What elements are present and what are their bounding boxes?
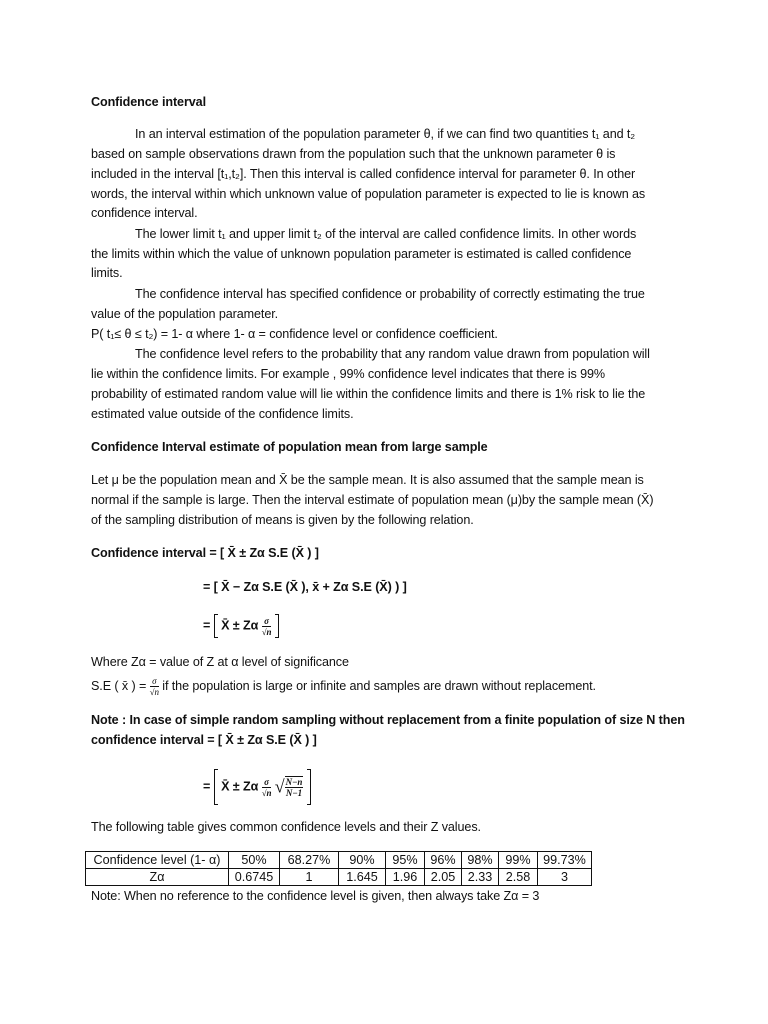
- se-frac-numerator: σ: [150, 676, 159, 687]
- note-1-line-2: confidence interval = [ X̄ ± Zα S.E (X̄ ) ]: [91, 733, 317, 747]
- paragraph-4-line-1: The confidence level refers to the probability that any random value drawn from population will: [135, 347, 650, 361]
- paragraph-2-line-1: The lower limit t₁ and upper limit t₂ of the interval are called confidence limits. In other words: [135, 227, 637, 241]
- paragraph-3-line-2: value of the population parameter.: [91, 307, 279, 321]
- ci-label: Confidence interval = [: [91, 546, 225, 560]
- fpc-sigma-fraction: [262, 777, 272, 798]
- paragraph-2-line-3: limits.: [91, 266, 123, 280]
- ci-eq3-prefix: =: [203, 618, 211, 633]
- fpc-body: X̄ ± Zα: [221, 779, 259, 794]
- paragraph-4-line-2: lie within the confidence limits. For example , 99% confidence level indicates that there is 99%: [91, 367, 606, 381]
- table-cell: 2.33: [462, 869, 499, 886]
- table-cell: 68.27%: [280, 852, 339, 869]
- table-cell: 1.96: [386, 869, 425, 886]
- fpc-correction-fraction: [285, 776, 304, 798]
- ci-eq3-body: X̄ ± Zα: [221, 618, 259, 633]
- se-prefix: S.E ( x̄ ) =: [91, 678, 147, 693]
- paragraph-1-line-4: words, the interval within which unknown value of population parameter is expected to lie is known as: [91, 187, 646, 201]
- left-bracket-shape: [214, 614, 218, 638]
- fpc-frac-denominator: √n: [261, 787, 272, 798]
- fpc-right-bracket: [307, 769, 311, 805]
- se-suffix: if the population is large or infinite and samples are drawn without replacement.: [158, 678, 596, 693]
- paragraph-3-line-1: The confidence interval has specified confidence or probability of correctly estimating the true: [135, 287, 645, 301]
- fpc-frac-numerator: σ: [262, 777, 272, 788]
- table-cell: 2.05: [425, 869, 462, 886]
- heading-confidence-interval: Confidence interval: [91, 95, 206, 109]
- table-cell: 2.58: [499, 869, 538, 886]
- note-1-line-1: Note : In case of simple random sampling without replacement from a finite population of size N then: [91, 713, 685, 727]
- frac-denominator: √n: [261, 626, 272, 637]
- fpc-formula: [203, 769, 311, 805]
- se-frac-denominator: √n: [149, 687, 159, 697]
- fpc-corr-denominator: N−1: [285, 788, 302, 798]
- ci-eq-1: X̄ ± Zα S.E (X̄ ) ]: [227, 546, 319, 560]
- table-intro: The following table gives common confidence levels and their Z values.: [91, 820, 481, 834]
- table-cell: 98%: [462, 852, 499, 869]
- table-cell: 0.6745: [229, 869, 280, 886]
- table-z-row: [86, 869, 592, 886]
- paragraph-1-line-2: based on sample observations drawn from the population such that the unknown parameter θ is: [91, 147, 616, 161]
- note-2: Note: When no reference to the confidence level is given, then always take Zα = 3: [91, 889, 540, 903]
- confidence-level-table: [85, 851, 592, 886]
- ci-formula-line-2: = [ X̄ − Zα S.E (X̄ ), x̄ + Zα S.E (X̄) ) ]: [203, 580, 407, 594]
- heading-large-sample: Confidence Interval estimate of population mean from large sample: [91, 440, 488, 454]
- ci-formula-line-3: [203, 614, 279, 638]
- paragraph-5-line-1: Let μ be the population mean and X̄ be the sample mean. It is also assumed that the sample mean is: [91, 473, 644, 487]
- paragraph-1-line-1: In an interval estimation of the population parameter θ, if we can find two quantities t₁ and t₂: [135, 127, 636, 141]
- table-cell: 3: [538, 869, 592, 886]
- right-bracket-shape: [275, 614, 279, 638]
- paragraph-4-line-3: probability of estimated random value will lie within the confidence limits and there is 1% risk to lie the: [91, 387, 646, 401]
- where-line: Where Zα = value of Z at α level of significance: [91, 655, 349, 669]
- table-cell: Confidence level (1- α): [86, 852, 229, 869]
- sqrt-symbol: √: [274, 776, 285, 797]
- fpc-left-bracket: [214, 769, 218, 805]
- probability-statement: P( t₁≤ θ ≤ t₂) = 1- α where 1- α = confidence level or confidence coefficient.: [91, 327, 498, 341]
- paragraph-1-line-3: included in the interval [t₁,t₂]. Then this interval is called confidence interval for parameter θ. In other: [91, 167, 636, 181]
- table-cell: 99.73%: [538, 852, 592, 869]
- paragraph-1-line-5: confidence interval.: [91, 206, 198, 220]
- paragraph-4-line-4: estimated value outside of the confidence limits.: [91, 407, 354, 421]
- paragraph-5-line-2: normal if the sample is large. Then the interval estimate of population mean (μ)by the sample mean (X̄): [91, 493, 654, 507]
- sigma-over-sqrt-n: [262, 616, 272, 637]
- table-cell: Zα: [86, 869, 229, 886]
- table-cell: 1: [280, 869, 339, 886]
- table-cell: 1.645: [339, 869, 386, 886]
- table-cell: 95%: [386, 852, 425, 869]
- paragraph-2-line-2: the limits within which the value of unknown population parameter is estimated is called confidence: [91, 247, 632, 261]
- table-cell: 50%: [229, 852, 280, 869]
- frac-numerator: σ: [262, 616, 272, 627]
- se-fraction: [150, 676, 159, 697]
- table-cell: 99%: [499, 852, 538, 869]
- table-cell: 96%: [425, 852, 462, 869]
- fpc-prefix: =: [203, 779, 211, 794]
- table-cell: 90%: [339, 852, 386, 869]
- table-header-row: [86, 852, 592, 869]
- ci-formula-line-1: [91, 546, 319, 561]
- paragraph-5-line-3: of the sampling distribution of means is given by the following relation.: [91, 513, 474, 527]
- fpc-corr-numerator: N−n: [285, 777, 303, 787]
- standard-error-line: [91, 676, 596, 697]
